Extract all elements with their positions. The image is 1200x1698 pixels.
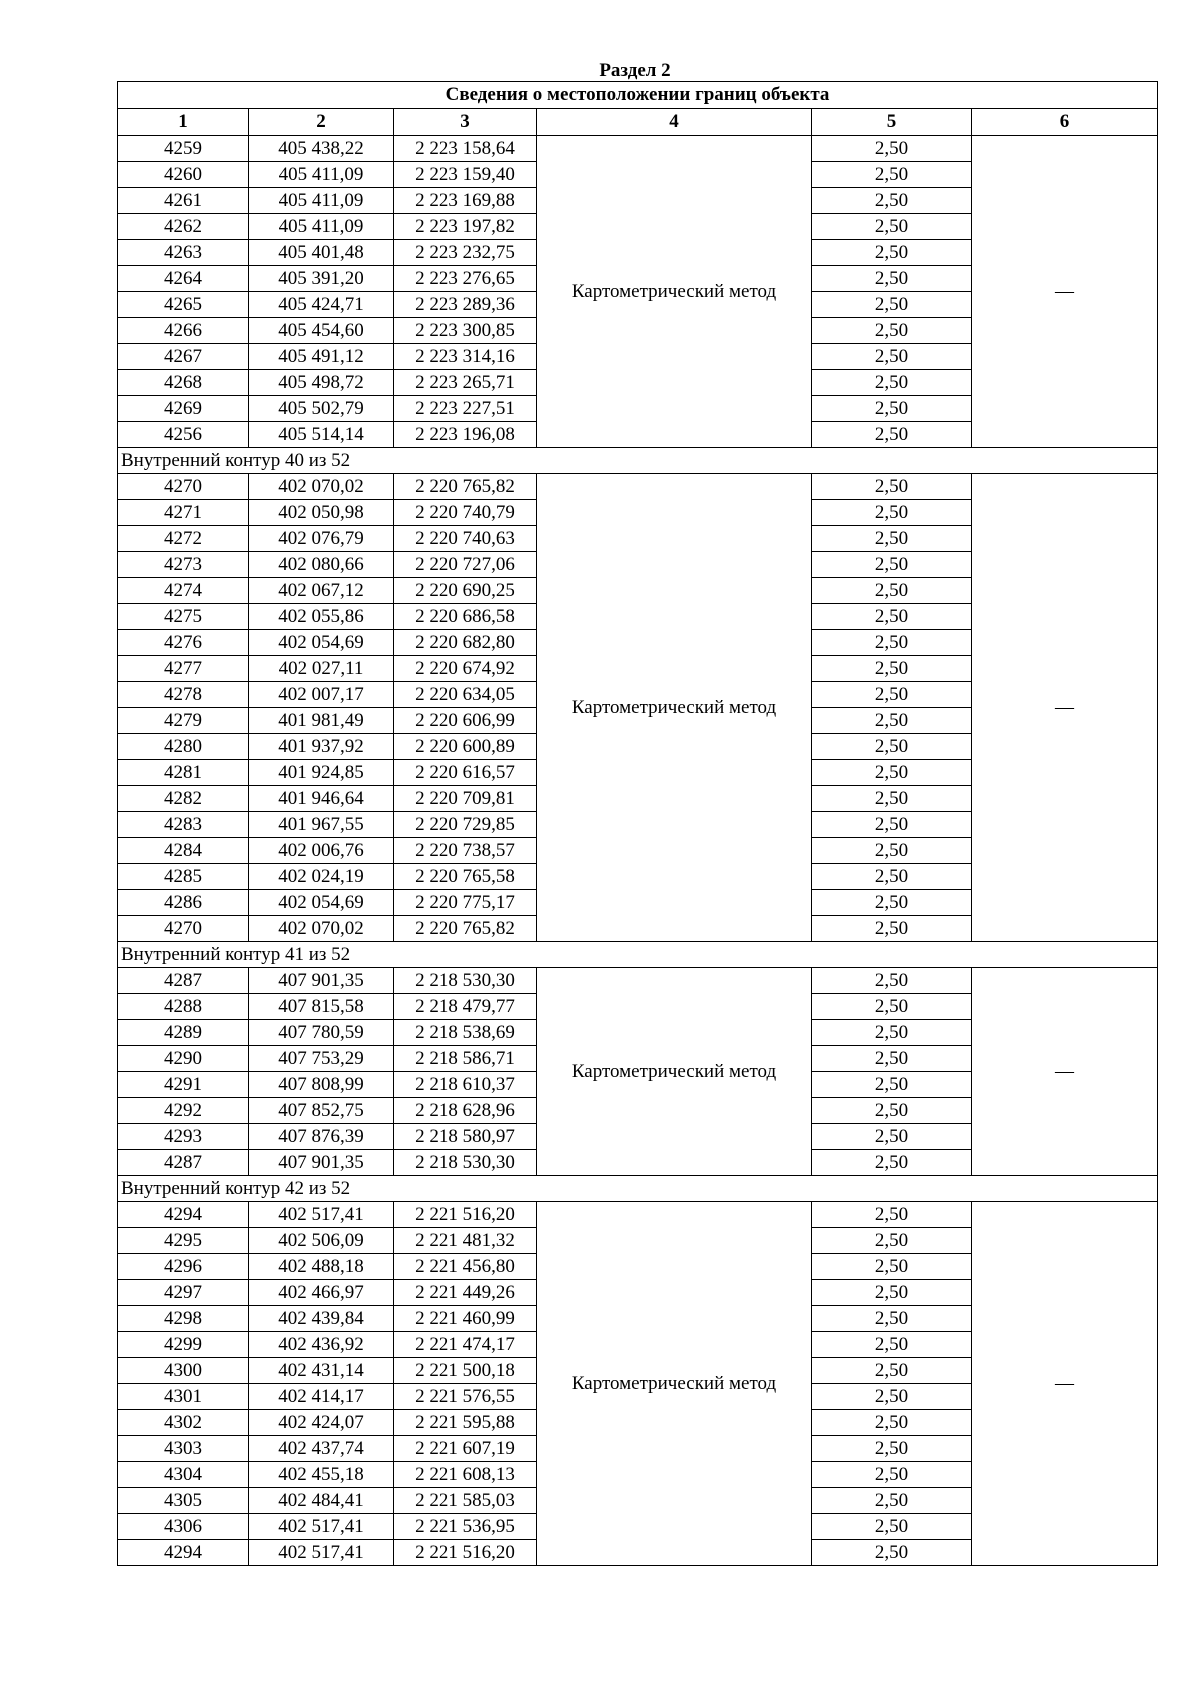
coordinate-y: 2 221 607,19 [394, 1436, 537, 1462]
coordinate-x: 402 070,02 [249, 474, 394, 500]
coordinate-x: 407 876,39 [249, 1124, 394, 1150]
accuracy-value: 2,50 [812, 1124, 972, 1150]
accuracy-value: 2,50 [812, 1306, 972, 1332]
accuracy-value: 2,50 [812, 266, 972, 292]
accuracy-value: 2,50 [812, 1046, 972, 1072]
point-number: 4263 [118, 240, 249, 266]
point-number: 4272 [118, 526, 249, 552]
coordinate-y: 2 218 538,69 [394, 1020, 537, 1046]
contour-header-row [118, 942, 1158, 968]
coordinate-y: 2 221 608,13 [394, 1462, 537, 1488]
point-number: 4274 [118, 578, 249, 604]
accuracy-value: 2,50 [812, 1254, 972, 1280]
coordinate-x: 402 055,86 [249, 604, 394, 630]
coordinate-x: 402 439,84 [249, 1306, 394, 1332]
accuracy-value: 2,50 [812, 1462, 972, 1488]
point-number: 4260 [118, 162, 249, 188]
accuracy-value: 2,50 [812, 916, 972, 942]
contour-label: Внутренний контур 42 из 52 [118, 1176, 1158, 1202]
determination-method: Картометрический метод [537, 1202, 812, 1566]
coordinate-y: 2 221 576,55 [394, 1384, 537, 1410]
description-cell: — [972, 968, 1158, 1176]
coordinate-y: 2 220 727,06 [394, 552, 537, 578]
accuracy-value: 2,50 [812, 188, 972, 214]
determination-method: Картометрический метод [537, 136, 812, 448]
table-row [118, 136, 1158, 162]
table-row [118, 474, 1158, 500]
coordinate-y: 2 223 227,51 [394, 396, 537, 422]
coordinate-x: 402 054,69 [249, 890, 394, 916]
coordinate-y: 2 221 481,32 [394, 1228, 537, 1254]
accuracy-value: 2,50 [812, 578, 972, 604]
accuracy-value: 2,50 [812, 968, 972, 994]
point-number: 4298 [118, 1306, 249, 1332]
coordinate-x: 405 491,12 [249, 344, 394, 370]
coordinate-x: 405 391,20 [249, 266, 394, 292]
coordinate-y: 2 223 265,71 [394, 370, 537, 396]
coordinate-y: 2 223 300,85 [394, 318, 537, 344]
column-header: 4 [537, 109, 812, 136]
point-number: 4270 [118, 916, 249, 942]
accuracy-value: 2,50 [812, 1384, 972, 1410]
determination-method: Картометрический метод [537, 968, 812, 1176]
coordinate-y: 2 218 628,96 [394, 1098, 537, 1124]
coordinate-x: 402 006,76 [249, 838, 394, 864]
coordinate-y: 2 223 232,75 [394, 240, 537, 266]
coordinate-y: 2 221 536,95 [394, 1514, 537, 1540]
point-number: 4304 [118, 1462, 249, 1488]
accuracy-value: 2,50 [812, 1514, 972, 1540]
point-number: 4297 [118, 1280, 249, 1306]
coordinate-x: 402 488,18 [249, 1254, 394, 1280]
coordinate-y: 2 223 196,08 [394, 422, 537, 448]
point-number: 4293 [118, 1124, 249, 1150]
accuracy-value: 2,50 [812, 786, 972, 812]
coordinate-x: 405 454,60 [249, 318, 394, 344]
determination-method: Картометрический метод [537, 474, 812, 942]
accuracy-value: 2,50 [812, 1150, 972, 1176]
coordinate-y: 2 223 314,16 [394, 344, 537, 370]
coordinate-y: 2 218 530,30 [394, 1150, 537, 1176]
coordinate-x: 402 517,41 [249, 1514, 394, 1540]
point-number: 4269 [118, 396, 249, 422]
accuracy-value: 2,50 [812, 812, 972, 838]
accuracy-value: 2,50 [812, 1332, 972, 1358]
description-cell: — [972, 1202, 1158, 1566]
column-header: 1 [118, 109, 249, 136]
coordinate-y: 2 221 456,80 [394, 1254, 537, 1280]
accuracy-value: 2,50 [812, 760, 972, 786]
contour-label: Внутренний контур 40 из 52 [118, 448, 1158, 474]
coordinate-y: 2 218 610,37 [394, 1072, 537, 1098]
point-number: 4303 [118, 1436, 249, 1462]
point-number: 4305 [118, 1488, 249, 1514]
point-number: 4302 [118, 1410, 249, 1436]
accuracy-value: 2,50 [812, 214, 972, 240]
table-row [118, 1202, 1158, 1228]
point-number: 4273 [118, 552, 249, 578]
coordinate-x: 402 484,41 [249, 1488, 394, 1514]
point-number: 4296 [118, 1254, 249, 1280]
coordinate-y: 2 220 690,25 [394, 578, 537, 604]
accuracy-value: 2,50 [812, 682, 972, 708]
accuracy-value: 2,50 [812, 838, 972, 864]
accuracy-value: 2,50 [812, 1410, 972, 1436]
point-number: 4280 [118, 734, 249, 760]
coordinate-x: 407 753,29 [249, 1046, 394, 1072]
coordinate-x: 402 080,66 [249, 552, 394, 578]
coordinate-x: 402 007,17 [249, 682, 394, 708]
coordinate-x: 407 901,35 [249, 968, 394, 994]
coordinate-y: 2 221 449,26 [394, 1280, 537, 1306]
point-number: 4287 [118, 968, 249, 994]
point-number: 4270 [118, 474, 249, 500]
point-number: 4288 [118, 994, 249, 1020]
coordinate-y: 2 223 158,64 [394, 136, 537, 162]
boundary-coordinates-table [117, 81, 1158, 1566]
coordinate-x: 402 424,07 [249, 1410, 394, 1436]
accuracy-value: 2,50 [812, 1280, 972, 1306]
coordinate-x: 401 981,49 [249, 708, 394, 734]
accuracy-value: 2,50 [812, 864, 972, 890]
point-number: 4301 [118, 1384, 249, 1410]
point-number: 4284 [118, 838, 249, 864]
column-header: 6 [972, 109, 1158, 136]
coordinate-x: 401 946,64 [249, 786, 394, 812]
accuracy-value: 2,50 [812, 162, 972, 188]
accuracy-value: 2,50 [812, 344, 972, 370]
accuracy-value: 2,50 [812, 136, 972, 162]
coordinate-x: 405 411,09 [249, 214, 394, 240]
accuracy-value: 2,50 [812, 630, 972, 656]
point-number: 4259 [118, 136, 249, 162]
point-number: 4267 [118, 344, 249, 370]
coordinate-x: 407 852,75 [249, 1098, 394, 1124]
coordinate-x: 405 502,79 [249, 396, 394, 422]
coordinate-x: 402 455,18 [249, 1462, 394, 1488]
point-number: 4300 [118, 1358, 249, 1384]
accuracy-value: 2,50 [812, 1020, 972, 1046]
point-number: 4279 [118, 708, 249, 734]
accuracy-value: 2,50 [812, 318, 972, 344]
accuracy-value: 2,50 [812, 1540, 972, 1566]
coordinate-y: 2 220 765,82 [394, 916, 537, 942]
coordinate-x: 407 901,35 [249, 1150, 394, 1176]
point-number: 4285 [118, 864, 249, 890]
point-number: 4295 [118, 1228, 249, 1254]
coordinate-x: 402 067,12 [249, 578, 394, 604]
contour-header-row [118, 448, 1158, 474]
accuracy-value: 2,50 [812, 1228, 972, 1254]
coordinate-x: 402 414,17 [249, 1384, 394, 1410]
point-number: 4266 [118, 318, 249, 344]
accuracy-value: 2,50 [812, 994, 972, 1020]
description-cell: — [972, 136, 1158, 448]
coordinate-y: 2 220 606,99 [394, 708, 537, 734]
accuracy-value: 2,50 [812, 500, 972, 526]
point-number: 4271 [118, 500, 249, 526]
point-number: 4291 [118, 1072, 249, 1098]
point-number: 4275 [118, 604, 249, 630]
coordinate-x: 407 808,99 [249, 1072, 394, 1098]
coordinate-y: 2 218 586,71 [394, 1046, 537, 1072]
coordinate-x: 405 424,71 [249, 292, 394, 318]
contour-label: Внутренний контур 41 из 52 [118, 942, 1158, 968]
point-number: 4268 [118, 370, 249, 396]
point-number: 4299 [118, 1332, 249, 1358]
point-number: 4256 [118, 422, 249, 448]
coordinate-y: 2 218 479,77 [394, 994, 537, 1020]
coordinate-y: 2 221 474,17 [394, 1332, 537, 1358]
description-cell: — [972, 474, 1158, 942]
coordinate-y: 2 220 674,92 [394, 656, 537, 682]
point-number: 4286 [118, 890, 249, 916]
coordinate-y: 2 223 276,65 [394, 266, 537, 292]
coordinate-x: 407 780,59 [249, 1020, 394, 1046]
coordinate-x: 405 411,09 [249, 162, 394, 188]
coordinate-y: 2 220 600,89 [394, 734, 537, 760]
coordinate-y: 2 220 634,05 [394, 682, 537, 708]
coordinate-y: 2 220 775,17 [394, 890, 537, 916]
coordinate-y: 2 220 765,82 [394, 474, 537, 500]
contour-header-row [118, 1176, 1158, 1202]
coordinate-x: 402 506,09 [249, 1228, 394, 1254]
point-number: 4262 [118, 214, 249, 240]
accuracy-value: 2,50 [812, 526, 972, 552]
accuracy-value: 2,50 [812, 656, 972, 682]
accuracy-value: 2,50 [812, 422, 972, 448]
coordinate-x: 402 027,11 [249, 656, 394, 682]
accuracy-value: 2,50 [812, 734, 972, 760]
point-number: 4281 [118, 760, 249, 786]
section-title: Раздел 2 [599, 60, 671, 81]
coordinate-y: 2 221 595,88 [394, 1410, 537, 1436]
coordinate-y: 2 221 460,99 [394, 1306, 537, 1332]
accuracy-value: 2,50 [812, 1488, 972, 1514]
column-header: 3 [394, 109, 537, 136]
coordinate-x: 402 024,19 [249, 864, 394, 890]
accuracy-value: 2,50 [812, 1436, 972, 1462]
coordinate-y: 2 218 530,30 [394, 968, 537, 994]
coordinate-y: 2 223 169,88 [394, 188, 537, 214]
coordinate-y: 2 218 580,97 [394, 1124, 537, 1150]
point-number: 4265 [118, 292, 249, 318]
point-number: 4294 [118, 1202, 249, 1228]
accuracy-value: 2,50 [812, 1202, 972, 1228]
coordinate-y: 2 220 729,85 [394, 812, 537, 838]
point-number: 4289 [118, 1020, 249, 1046]
coordinate-x: 402 436,92 [249, 1332, 394, 1358]
coordinate-y: 2 221 585,03 [394, 1488, 537, 1514]
table-caption: Сведения о местоположении границ объекта [118, 82, 1158, 109]
point-number: 4261 [118, 188, 249, 214]
coordinate-x: 402 076,79 [249, 526, 394, 552]
accuracy-value: 2,50 [812, 370, 972, 396]
coordinate-y: 2 223 159,40 [394, 162, 537, 188]
coordinate-x: 407 815,58 [249, 994, 394, 1020]
coordinate-x: 405 411,09 [249, 188, 394, 214]
coordinate-y: 2 220 686,58 [394, 604, 537, 630]
point-number: 4276 [118, 630, 249, 656]
point-number: 4264 [118, 266, 249, 292]
coordinate-x: 405 498,72 [249, 370, 394, 396]
accuracy-value: 2,50 [812, 474, 972, 500]
accuracy-value: 2,50 [812, 552, 972, 578]
coordinate-y: 2 220 616,57 [394, 760, 537, 786]
coordinate-y: 2 223 197,82 [394, 214, 537, 240]
coordinate-y: 2 220 738,57 [394, 838, 537, 864]
coordinate-x: 402 517,41 [249, 1540, 394, 1566]
point-number: 4294 [118, 1540, 249, 1566]
coordinate-x: 405 401,48 [249, 240, 394, 266]
accuracy-value: 2,50 [812, 708, 972, 734]
point-number: 4277 [118, 656, 249, 682]
point-number: 4282 [118, 786, 249, 812]
coordinate-y: 2 221 516,20 [394, 1202, 537, 1228]
accuracy-value: 2,50 [812, 604, 972, 630]
coordinate-y: 2 223 289,36 [394, 292, 537, 318]
table-row [118, 968, 1158, 994]
coordinate-x: 402 517,41 [249, 1202, 394, 1228]
coordinate-x: 402 070,02 [249, 916, 394, 942]
coordinate-y: 2 221 516,20 [394, 1540, 537, 1566]
coordinate-x: 402 466,97 [249, 1280, 394, 1306]
point-number: 4283 [118, 812, 249, 838]
point-number: 4278 [118, 682, 249, 708]
point-number: 4290 [118, 1046, 249, 1072]
accuracy-value: 2,50 [812, 292, 972, 318]
coordinate-x: 402 431,14 [249, 1358, 394, 1384]
accuracy-value: 2,50 [812, 396, 972, 422]
column-header: 5 [812, 109, 972, 136]
column-header-row [118, 109, 1158, 136]
accuracy-value: 2,50 [812, 240, 972, 266]
coordinate-x: 402 050,98 [249, 500, 394, 526]
coordinate-y: 2 220 740,63 [394, 526, 537, 552]
coordinate-x: 405 438,22 [249, 136, 394, 162]
point-number: 4292 [118, 1098, 249, 1124]
coordinate-x: 401 924,85 [249, 760, 394, 786]
accuracy-value: 2,50 [812, 1098, 972, 1124]
coordinate-x: 401 937,92 [249, 734, 394, 760]
point-number: 4306 [118, 1514, 249, 1540]
accuracy-value: 2,50 [812, 1358, 972, 1384]
coordinate-x: 402 054,69 [249, 630, 394, 656]
coordinate-x: 405 514,14 [249, 422, 394, 448]
coordinate-y: 2 220 682,80 [394, 630, 537, 656]
coordinate-y: 2 220 765,58 [394, 864, 537, 890]
coordinate-y: 2 220 709,81 [394, 786, 537, 812]
coordinate-x: 401 967,55 [249, 812, 394, 838]
accuracy-value: 2,50 [812, 1072, 972, 1098]
column-header: 2 [249, 109, 394, 136]
coordinate-y: 2 221 500,18 [394, 1358, 537, 1384]
point-number: 4287 [118, 1150, 249, 1176]
coordinate-x: 402 437,74 [249, 1436, 394, 1462]
accuracy-value: 2,50 [812, 890, 972, 916]
coordinate-y: 2 220 740,79 [394, 500, 537, 526]
